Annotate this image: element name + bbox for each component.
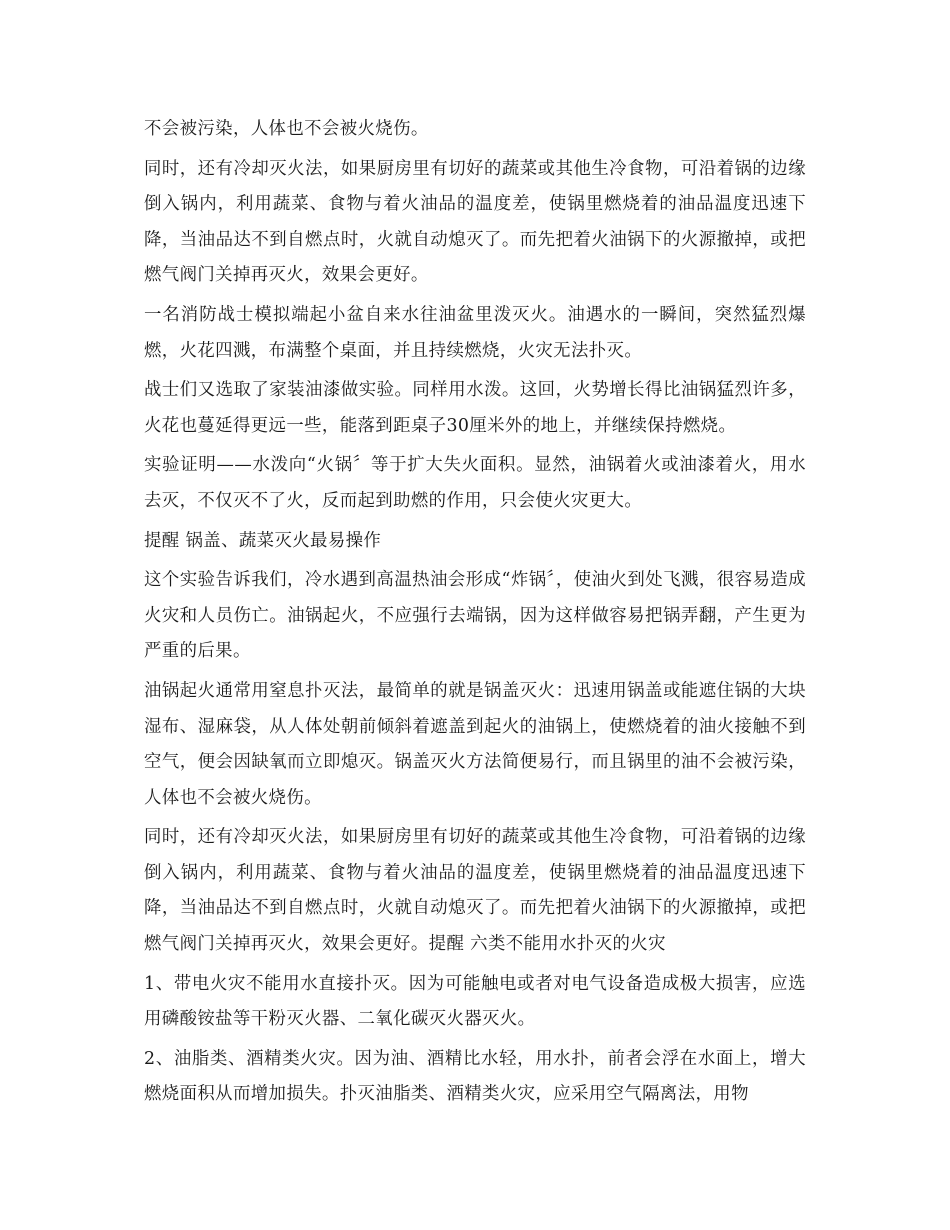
document-body: [144, 112, 806, 1117]
paragraph-2: 同时，还有冷却灭火法，如果厨房里有切好的蔬菜或其他生冷食物，可沿着锅的边缘倒入锅内，利用蔬菜、食物与着火油品的温度差，使锅里燃烧着的油品温度迅速下降，当油品达不到自燃点时，火就自动熄灭了。而先把着火油锅下的火源撤掉，或把燃气阀门关掉再灭火，效果会更好。: [144, 158, 806, 286]
paragraph-10: 2、油脂类、酒精类火灾。因为油、酒精比水轻，用水扑，前者会浮在水面上，增大燃烧面积从而增加损失。扑灭油脂类、酒精类火灾，应采用空气隔离法，用物: [144, 1048, 806, 1105]
paragraph-5: 实验证明——水泼向“火锅〞等于扩大失火面积。显然，油锅着火或油漆着火，用水去灭，不仅灭不了火，反而起到助燃的作用，只会使火灾更大。: [144, 455, 806, 511]
paragraph-6: 这个实验告诉我们，冷水遇到高温热油会形成“炸锅〞，使油火到处飞溅，很容易造成火灾和人员伤亡。油锅起火，不应强行去端锅，因为这样做容易把锅弄翻，产生更为严重的后果。: [144, 570, 806, 662]
section-heading: 提醒 锅盖、蔬菜灭火最易操作: [144, 530, 382, 551]
paragraph-7: 油锅起火通常用窒息扑灭法，最简单的就是锅盖灭火：迅速用锅盖或能遮住锅的大块湿布、湿麻袋，从人体处朝前倾斜着遮盖到起火的油锅上，使燃烧着的油火接触不到空气，便会因缺氧而立即熄灭。锅盖灭火方法简便易行，而且锅里的油不会被污染，人体也不会被火烧伤。: [144, 680, 806, 808]
paragraph-1: 不会被污染，人体也不会被火烧伤。: [144, 119, 429, 139]
paragraph-8: 同时，还有冷却灭火法，如果厨房里有切好的蔬菜或其他生冷食物，可沿着锅的边缘倒入锅内，利用蔬菜、食物与着火油品的温度差，使锅里燃烧着的油品温度迅速下降，当油品达不到自燃点时，火就自动熄灭了。而先把着火油锅下的火源撤掉，或把燃气阀门关掉再灭火，效果会更好。提醒 六类不能用水扑灭的火灾: [144, 827, 806, 955]
paragraph-4: 战士们又选取了家装油漆做实验。同样用水泼。这回，火势增长得比油锅猛烈许多，火花也蔓延得更远一些，能落到距桌子30厘米外的地上，并继续保持燃烧。: [144, 380, 806, 436]
paragraph-9: 1、带电火灾不能用水直接扑灭。因为可能触电或者对电气设备造成极大损害，应选用磷酸铵盐等干粉灭火器、二氧化碳灭火器灭火。: [144, 973, 806, 1030]
paragraph-3: 一名消防战士模拟端起小盆自来水往油盆里泼灭火。油遇水的一瞬间，突然猛烈爆燃，火花四溅，布满整个桌面，并且持续燃烧，火灾无法扑灭。: [144, 304, 806, 361]
